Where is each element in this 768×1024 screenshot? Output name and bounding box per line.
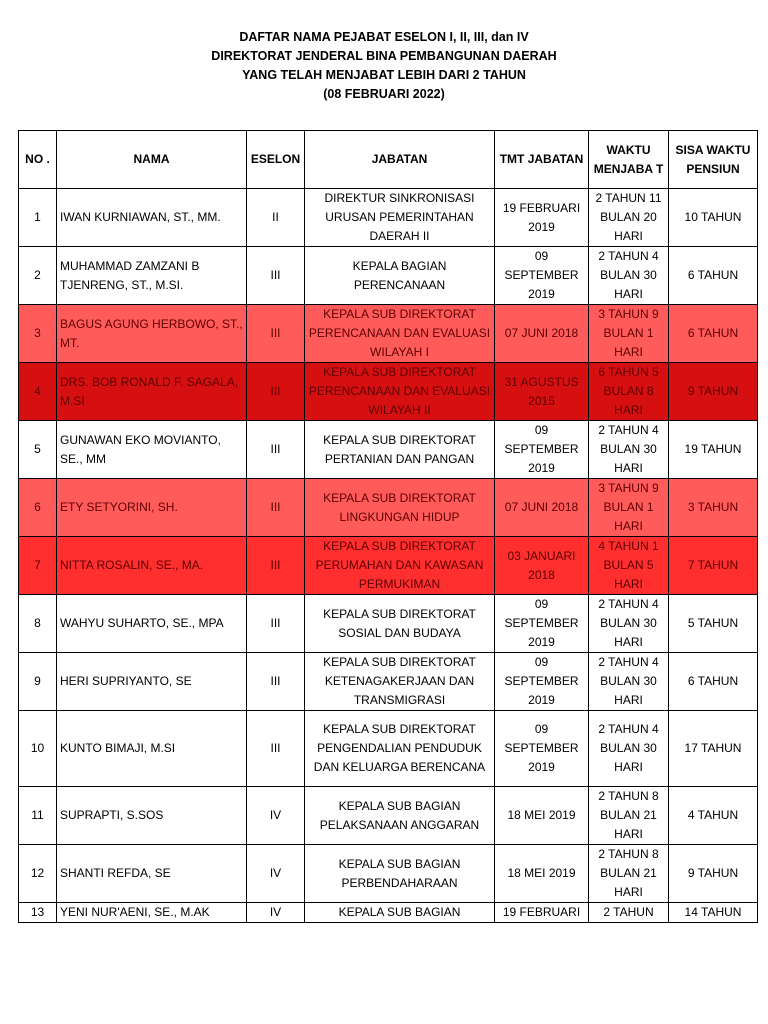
table-cell-waktu-menjabat: 4 TAHUN 1 BULAN 5 HARI — [589, 537, 669, 595]
table-cell-tmt-jabatan: 19 FEBRUARI 2019 — [495, 189, 589, 247]
table-cell-waktu-menjabat: 2 TAHUN 4 BULAN 30 HARI — [589, 711, 669, 787]
table-cell-waktu-menjabat: 2 TAHUN 4 BULAN 30 HARI — [589, 595, 669, 653]
table-cell-eselon: III — [247, 711, 305, 787]
table-cell-nama: MUHAMMAD ZAMZANI B TJENRENG, ST., M.SI. — [57, 247, 247, 305]
table-cell-no: 7 — [19, 537, 57, 595]
table-cell-sisa-waktu-pensiun: 9 TAHUN — [669, 845, 758, 903]
table-cell-tmt-jabatan: 03 JANUARI 2018 — [495, 537, 589, 595]
table-cell-sisa-waktu-pensiun: 7 TAHUN — [669, 537, 758, 595]
table-cell-no: 4 — [19, 363, 57, 421]
table-cell-sisa-waktu-pensiun: 4 TAHUN — [669, 787, 758, 845]
table-cell-waktu-menjabat: 2 TAHUN 11 BULAN 20 HARI — [589, 189, 669, 247]
table-cell-waktu-menjabat: 3 TAHUN 9 BULAN 1 HARI — [589, 305, 669, 363]
table-cell-eselon: III — [247, 305, 305, 363]
table-cell-nama: YENI NUR'AENI, SE., M.AK — [57, 903, 247, 923]
table-cell-jabatan: KEPALA SUB BAGIAN PERBENDAHARAAN — [305, 845, 495, 903]
table-cell-jabatan: KEPALA SUB DIREKTORAT PERENCANAAN DAN EVALUASI WILAYAH II — [305, 363, 495, 421]
table-cell-jabatan: KEPALA SUB DIREKTORAT KETENAGAKERJAAN DAN TRANSMIGRASI — [305, 653, 495, 711]
table-cell-tmt-jabatan: 18 MEI 2019 — [495, 845, 589, 903]
table-cell-nama: BAGUS AGUNG HERBOWO, ST., MT. — [57, 305, 247, 363]
table-cell-tmt-jabatan: 07 JUNI 2018 — [495, 305, 589, 363]
table-cell-no: 2 — [19, 247, 57, 305]
table-cell-waktu-menjabat: 2 TAHUN 4 BULAN 30 HARI — [589, 653, 669, 711]
table-cell-jabatan: KEPALA SUB DIREKTORAT LINGKUNGAN HIDUP — [305, 479, 495, 537]
table-cell-no: 12 — [19, 845, 57, 903]
title-line-2: DIREKTORAT JENDERAL BINA PEMBANGUNAN DAERAH — [211, 49, 557, 63]
table-cell-eselon: IV — [247, 787, 305, 845]
table-cell-nama: NITTA ROSALIN, SE., MA. — [57, 537, 247, 595]
table-cell-jabatan: KEPALA SUB DIREKTORAT SOSIAL DAN BUDAYA — [305, 595, 495, 653]
table-cell-nama: SUPRAPTI, S.SOS — [57, 787, 247, 845]
table-cell-nama: DRS. BOB RONALD F. SAGALA, M.SI — [57, 363, 247, 421]
table-cell-no: 8 — [19, 595, 57, 653]
table-cell-tmt-jabatan: 09 SEPTEMBER 2019 — [495, 653, 589, 711]
table-cell-nama: KUNTO BIMAJI, M.SI — [57, 711, 247, 787]
table-cell-jabatan: KEPALA SUB DIREKTORAT PERENCANAAN DAN EVALUASI WILAYAH I — [305, 305, 495, 363]
table-cell-waktu-menjabat: 2 TAHUN 8 BULAN 21 HARI — [589, 787, 669, 845]
title-line-1: DAFTAR NAMA PEJABAT ESELON I, II, III, dan IV — [239, 30, 529, 44]
table-cell-eselon: II — [247, 189, 305, 247]
table-cell-no: 6 — [19, 479, 57, 537]
title-date: (08 FEBRUARI 2022) — [323, 87, 445, 101]
table-cell-jabatan: DIREKTUR SINKRONISASI URUSAN PEMERINTAHAN DAERAH II — [305, 189, 495, 247]
header-no: NO . — [19, 131, 57, 189]
table-cell-nama: ETY SETYORINI, SH. — [57, 479, 247, 537]
table-cell-tmt-jabatan: 09 SEPTEMBER 2019 — [495, 711, 589, 787]
table-cell-tmt-jabatan: 19 FEBRUARI — [495, 903, 589, 923]
table-cell-sisa-waktu-pensiun: 17 TAHUN — [669, 711, 758, 787]
table-cell-eselon: III — [247, 653, 305, 711]
table-cell-jabatan: KEPALA SUB DIREKTORAT PENGENDALIAN PENDUDUK DAN KELUARGA BERENCANA — [305, 711, 495, 787]
table-row — [19, 305, 758, 363]
table-row — [19, 363, 758, 421]
table-header-row — [19, 131, 758, 189]
table-row — [19, 595, 758, 653]
table-cell-eselon: IV — [247, 845, 305, 903]
table-cell-nama: GUNAWAN EKO MOVIANTO, SE., MM — [57, 421, 247, 479]
header-nama: NAMA — [57, 131, 247, 189]
table-cell-tmt-jabatan: 07 JUNI 2018 — [495, 479, 589, 537]
table-cell-eselon: III — [247, 363, 305, 421]
table-row — [19, 653, 758, 711]
title-line-3: YANG TELAH MENJABAT LEBIH DARI 2 TAHUN — [242, 68, 526, 82]
table-cell-sisa-waktu-pensiun: 3 TAHUN — [669, 479, 758, 537]
table-cell-sisa-waktu-pensiun: 5 TAHUN — [669, 595, 758, 653]
table-cell-tmt-jabatan: 09 SEPTEMBER 2019 — [495, 595, 589, 653]
table-cell-no: 10 — [19, 711, 57, 787]
document-title — [0, 28, 768, 104]
table-cell-waktu-menjabat: 2 TAHUN — [589, 903, 669, 923]
table-cell-eselon: III — [247, 421, 305, 479]
table-cell-waktu-menjabat: 2 TAHUN 8 BULAN 21 HARI — [589, 845, 669, 903]
header-tmt-jabatan: TMT JABATAN — [495, 131, 589, 189]
table-row — [19, 903, 758, 923]
table-cell-waktu-menjabat: 3 TAHUN 9 BULAN 1 HARI — [589, 479, 669, 537]
table-cell-tmt-jabatan: 31 AGUSTUS 2015 — [495, 363, 589, 421]
table-cell-eselon: III — [247, 479, 305, 537]
table-cell-sisa-waktu-pensiun: 6 TAHUN — [669, 653, 758, 711]
header-eselon: ESELON — [247, 131, 305, 189]
table-cell-waktu-menjabat: 6 TAHUN 5 BULAN 8 HARI — [589, 363, 669, 421]
table-row — [19, 787, 758, 845]
table-cell-eselon: III — [247, 595, 305, 653]
header-sisa-waktu-pensiun: SISA WAKTU PENSIUN — [669, 131, 758, 189]
table-cell-no: 11 — [19, 787, 57, 845]
header-jabatan: JABATAN — [305, 131, 495, 189]
table-cell-eselon: III — [247, 537, 305, 595]
table-cell-nama: IWAN KURNIAWAN, ST., MM. — [57, 189, 247, 247]
table-cell-jabatan: KEPALA SUB BAGIAN PELAKSANAAN ANGGARAN — [305, 787, 495, 845]
table-cell-eselon: IV — [247, 903, 305, 923]
table-cell-nama: SHANTI REFDA, SE — [57, 845, 247, 903]
table-cell-tmt-jabatan: 09 SEPTEMBER 2019 — [495, 421, 589, 479]
table-cell-sisa-waktu-pensiun: 6 TAHUN — [669, 305, 758, 363]
table-cell-sisa-waktu-pensiun: 19 TAHUN — [669, 421, 758, 479]
officials-table — [18, 130, 758, 923]
table-row — [19, 537, 758, 595]
table-row — [19, 845, 758, 903]
table-row — [19, 421, 758, 479]
table-cell-jabatan: KEPALA BAGIAN PERENCANAAN — [305, 247, 495, 305]
table-cell-jabatan: KEPALA SUB DIREKTORAT PERUMAHAN DAN KAWASAN PERMUKIMAN — [305, 537, 495, 595]
table-cell-jabatan: KEPALA SUB DIREKTORAT PERTANIAN DAN PANGAN — [305, 421, 495, 479]
table-cell-no: 1 — [19, 189, 57, 247]
table-row — [19, 189, 758, 247]
table-cell-tmt-jabatan: 18 MEI 2019 — [495, 787, 589, 845]
table-cell-no: 3 — [19, 305, 57, 363]
table-row — [19, 711, 758, 787]
table-cell-sisa-waktu-pensiun: 10 TAHUN — [669, 189, 758, 247]
table-row — [19, 479, 758, 537]
table-cell-no: 13 — [19, 903, 57, 923]
table-cell-nama: WAHYU SUHARTO, SE., MPA — [57, 595, 247, 653]
table-cell-no: 5 — [19, 421, 57, 479]
table-cell-jabatan: KEPALA SUB BAGIAN — [305, 903, 495, 923]
table-row — [19, 247, 758, 305]
table-cell-waktu-menjabat: 2 TAHUN 4 BULAN 30 HARI — [589, 421, 669, 479]
table-cell-no: 9 — [19, 653, 57, 711]
table-cell-sisa-waktu-pensiun: 14 TAHUN — [669, 903, 758, 923]
header-waktu-menjabat: WAKTU MENJABA T — [589, 131, 669, 189]
table-cell-sisa-waktu-pensiun: 9 TAHUN — [669, 363, 758, 421]
table-cell-waktu-menjabat: 2 TAHUN 4 BULAN 30 HARI — [589, 247, 669, 305]
table-cell-nama: HERI SUPRIYANTO, SE — [57, 653, 247, 711]
table-cell-sisa-waktu-pensiun: 6 TAHUN — [669, 247, 758, 305]
table-cell-eselon: III — [247, 247, 305, 305]
table-cell-tmt-jabatan: 09 SEPTEMBER 2019 — [495, 247, 589, 305]
